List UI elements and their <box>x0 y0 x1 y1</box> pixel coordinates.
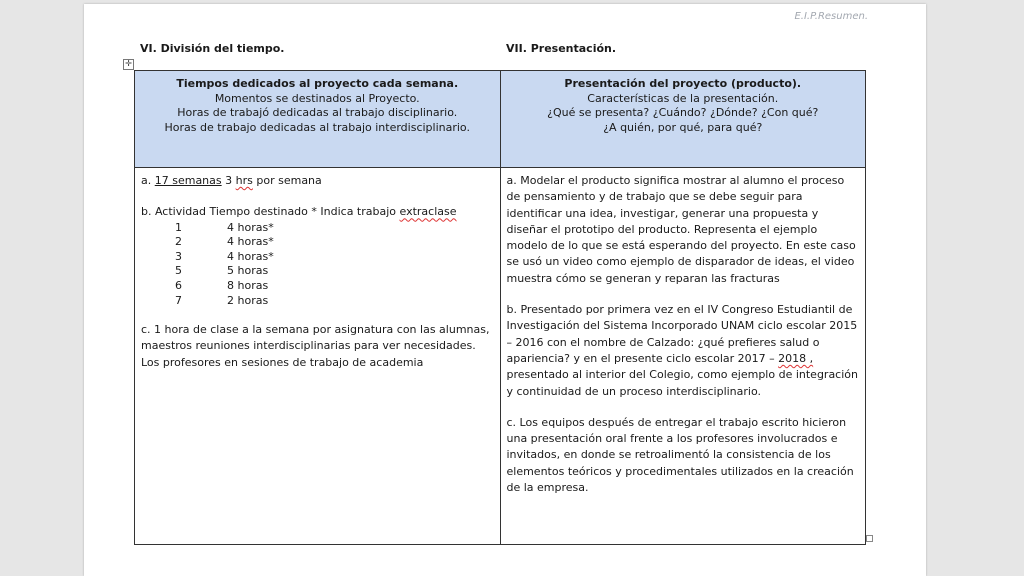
activity-number: 6 <box>175 278 182 292</box>
left-header-line: Momentos se destinados al Proyecto. <box>214 91 420 105</box>
activity-row <box>141 294 495 309</box>
section-title-presentation: VII. Presentación. <box>506 42 617 55</box>
right-header-title: Presentación del proyecto (producto). <box>564 77 802 90</box>
activity-number: 3 <box>175 249 182 263</box>
right-header-cell[interactable] <box>500 71 866 168</box>
year-mark: 2018 , <box>778 351 814 365</box>
teams-paragraph: c. Los equipos después de entregar el trabajo escrito hicieron una presentación oral frente a los profesores involucrados e invitados, en donde se retroalimentó la consistencia de los elementos teóricos y procedimentales utilizados en la creación de la empresa. <box>506 415 854 495</box>
activity-list <box>141 221 495 309</box>
congress-tail: presentado al interior del Colegio, como ejemplo de integración y continuidad de un proceso interdisciplinario. <box>506 368 858 398</box>
table-move-handle-icon[interactable]: ✛ <box>123 59 134 70</box>
table-body-row <box>135 168 866 545</box>
activity-row <box>141 264 495 279</box>
activity-number: 7 <box>175 293 182 307</box>
content-table <box>134 70 866 545</box>
activity-hours: 5 horas <box>227 264 269 278</box>
activity-hours: 4 horas* <box>227 220 274 234</box>
activity-row <box>141 250 495 265</box>
activity-number: 1 <box>175 220 182 234</box>
right-header-line: ¿A quién, por qué, para qué? <box>603 120 763 134</box>
activity-heading-text: b. Actividad Tiempo destinado * Indica trabajo <box>141 205 400 219</box>
activity-number: 5 <box>175 264 182 278</box>
hrs-word: hrs <box>235 174 253 187</box>
activity-heading <box>141 204 495 220</box>
congress-text: b. Presentado por primera vez en el IV Congreso Estudiantil de Investigación del Sistema Incorporado UNAM ciclo escolar 2015 – 2016 con el nombre de Calzado: ¿qué prefieres salud o apariencia? y en el presente ciclo escolar 2017 – <box>506 303 858 365</box>
class-hours-paragraph: c. 1 hora de clase a la semana por asignatura con las alumnas, maestros reuniones interdisciplinarias para ver necesidades. Los profesores en sesiones de trabajo de academia <box>141 323 490 369</box>
left-header-line: Horas de trabajó dedicadas al trabajo disciplinario. <box>177 106 458 119</box>
weeks-suffix: por semana <box>252 174 322 187</box>
activity-row <box>141 235 495 250</box>
document-page <box>84 4 926 576</box>
model-paragraph: a. Modelar el producto significa mostrar al alumno el proceso de pensamiento y de trabajo que se debe seguir para identificar una idea, investigar, generar una propuesta y diseñar el prototipo del producto. Representa el ejemplo modelo de lo que se está esperando del proyecto. En este caso se usó un video como ejemplo de disparador de ideas, el video muestra cómo se generan y reparan las fracturas <box>506 174 856 285</box>
activity-hours: 8 horas <box>227 278 269 292</box>
right-header-line: ¿Qué se presenta? ¿Cuándo? ¿Dónde? ¿Con qué? <box>547 106 819 119</box>
activity-row <box>141 279 495 294</box>
right-header-line: Características de la presentación. <box>587 91 779 105</box>
activity-hours: 4 horas* <box>227 249 274 263</box>
extraclase-word: extraclase <box>399 205 457 219</box>
weeks-mid: 3 <box>221 174 236 187</box>
activity-hours: 4 horas* <box>227 235 274 249</box>
table-resize-handle[interactable] <box>866 535 873 542</box>
header-text: E.I.P.Resumen. <box>794 11 868 22</box>
section-title-time-division: VI. División del tiempo. <box>140 42 285 55</box>
right-body-cell[interactable] <box>500 168 866 545</box>
congress-paragraph <box>507 302 861 400</box>
activity-number: 2 <box>175 235 182 249</box>
weeks-paragraph <box>141 173 495 189</box>
item-prefix: a. <box>141 174 155 187</box>
table-header-row <box>135 71 866 168</box>
left-body-cell[interactable] <box>135 168 501 545</box>
weeks-value: 17 semanas <box>154 174 222 187</box>
activity-hours: 2 horas <box>227 293 269 307</box>
left-header-cell[interactable] <box>135 71 501 168</box>
left-header-title: Tiempos dedicados al proyecto cada semana. <box>176 77 459 90</box>
activity-row <box>141 221 495 236</box>
left-header-line: Horas de trabajo dedicadas al trabajo interdisciplinario. <box>164 120 470 134</box>
